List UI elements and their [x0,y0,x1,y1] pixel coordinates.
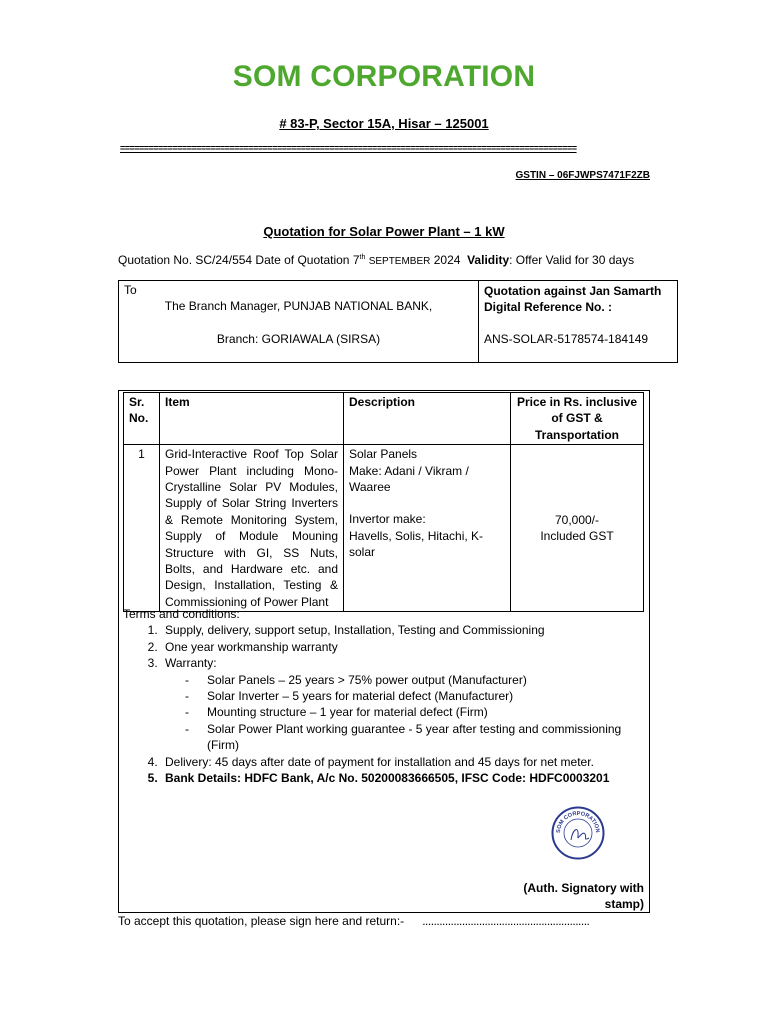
table-row [124,445,644,612]
quotation-title: Quotation for Solar Power Plant – 1 kW [263,224,505,239]
company-name: SOM CORPORATION [232,60,536,93]
reference-heading: Quotation against Jan Samarth Digital Reference No. : [484,284,662,314]
header-price: Price in Rs. inclusive of GST & Transportation [511,393,644,445]
list-item: - Mounting structure – 1 year for material defect (Firm) [185,704,648,720]
desc-line: Make: Adani / Vikram / Waaree [349,463,469,495]
warranty-label: Warranty: [165,656,217,671]
list-item: - Solar Power Plant working guarantee - 5 year after testing and commissioning (Firm) [185,721,648,754]
svg-text:SOM CORPORATION [556,811,600,833]
row-description [344,445,511,612]
list-item [161,655,648,753]
desc-line: Invertor make: [349,512,426,527]
accept-line [118,914,589,928]
reference-cell [484,283,674,346]
header-sr: Sr. No. [124,393,160,445]
date-month: SEPTEMBER [368,256,431,267]
branch-manager: The Branch Manager, PUNJAB NATIONAL BANK, [164,299,433,313]
validity-text: : Offer Valid for 30 days [509,253,635,267]
items-table [123,392,644,612]
row-item: Grid-Interactive Roof Top Solar Power Plant including Mono-Crystalline Solar PV Modules, Supply of Solar String Inverters & Remote Monitoring System, Supply of Module Mouning Structure with GI, SS Nuts, Bolts, and Hardware etc. and Design, Installation, Testing & Commissioning of Power Plant [160,445,344,612]
date-year: 2024 [433,253,461,267]
list-item: - Solar Panels – 25 years > 75% power output (Manufacturer) [185,672,648,688]
validity-label: Validity [467,253,510,267]
branch-name: Branch: GORIAWALA (SIRSA) [216,332,381,346]
desc-line: Havells, Solis, Hitachi, K-solar [349,528,484,560]
auth-signatory-label: (Auth. Signatory with stamp) [523,881,644,912]
header-item: Item [160,393,344,445]
company-stamp [551,806,605,860]
addressee-table [118,280,678,363]
header-description: Description [344,393,511,445]
accept-text: To accept this quotation, please sign here and return:- [118,914,405,928]
row-sr: 1 [124,445,160,612]
signature-dots: ........................................................... [422,914,590,928]
list-item: 4. Delivery: 45 days after date of payment for installation and 45 days for net meter. [161,754,648,770]
date-suffix: th [359,254,366,261]
quotation-line [118,253,634,267]
terms-section [123,606,648,786]
list-item: 5. Bank Details: HDFC Bank, A/c No. 50200083666505, IFSC Code: HDFC0003201 [161,770,648,786]
reference-number: ANS-SOLAR-5178574-184149 [484,332,649,346]
company-address: # 83-P, Sector 15A, Hisar – 125001 [279,116,489,131]
terms-heading: Terms and conditions: [123,607,240,621]
warranty-list [165,672,648,754]
stamp-text: SOM CORPORATION [555,810,601,834]
quotation-number: Quotation No. SC/24/554 Date of Quotation 7 [118,253,360,267]
to-label: To [124,283,137,297]
price-value: 70,000/- [554,512,600,527]
separator-rule: ================================================================================================ [120,143,577,153]
row-price [511,445,644,612]
gstin: GSTIN – 06FJWPS7471F2ZB [515,170,650,181]
addressee-cell [119,281,479,362]
desc-line: Solar Panels [349,447,418,462]
terms-list [123,622,648,786]
list-item: 2. One year workmanship warranty [161,639,648,655]
items-header-row [124,393,644,445]
list-item: - Solar Inverter – 5 years for material defect (Manufacturer) [185,688,648,704]
price-note: Included GST [540,529,614,544]
list-item: 1. Supply, delivery, support setup, Installation, Testing and Commissioning [161,622,648,638]
